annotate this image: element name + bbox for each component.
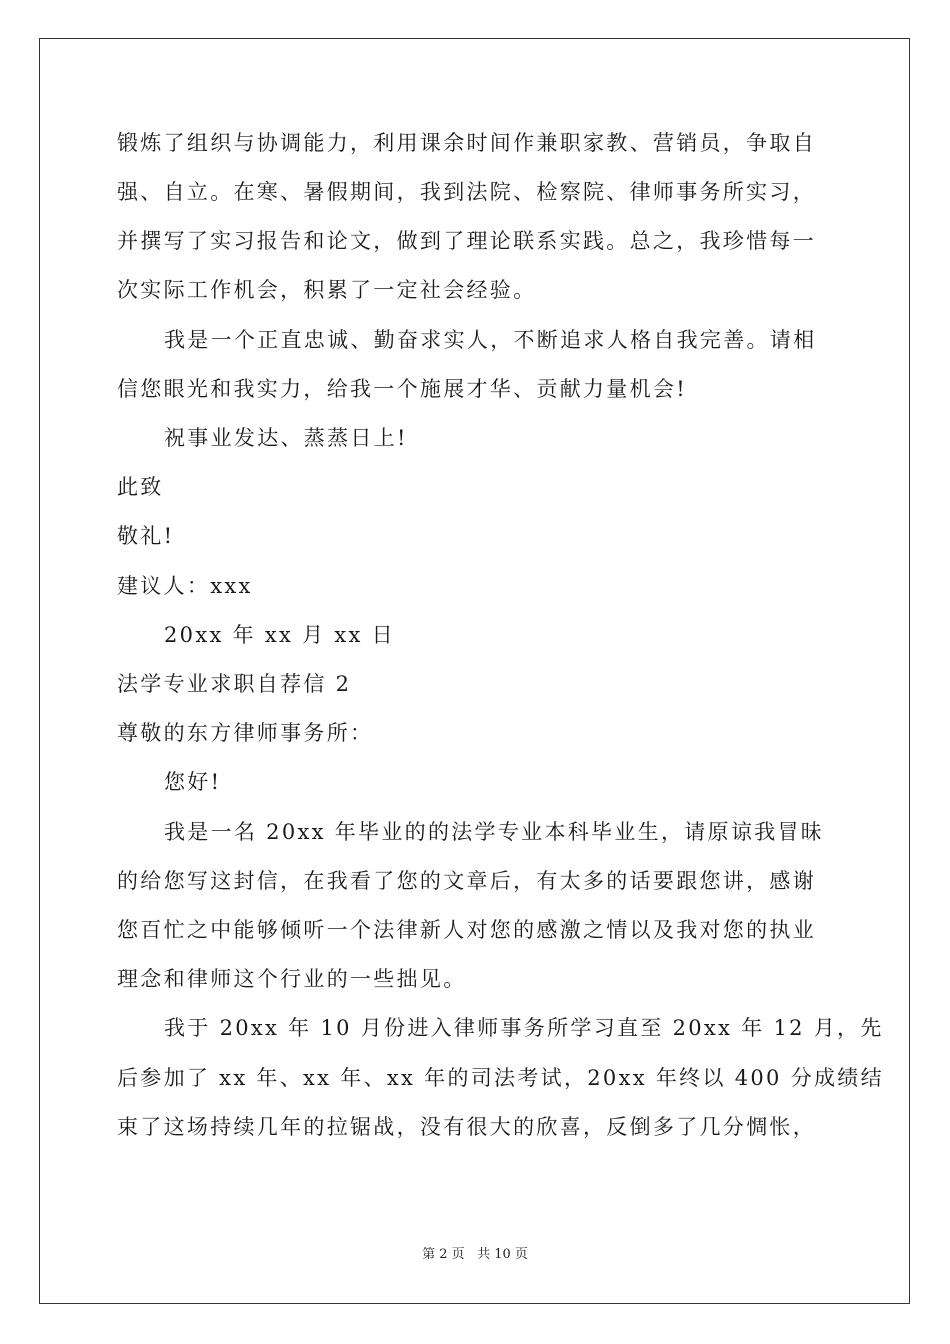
paragraph-first-line: 我是一个正直忠诚、勤奋求实人，不断追求人格自我完善。请相 — [164, 328, 817, 352]
text-line: 次实际工作机会，积累了一定社会经验。 — [117, 278, 537, 302]
page-number: 第 2 页 — [422, 1247, 465, 1262]
text-line: 束了这场持续几年的拉锯战，没有很大的欣喜，反倒多了几分惆怅， — [117, 1115, 816, 1139]
text-line: 您百忙之中能够倾听一个法律新人对您的感激之情以及我对您的执业 — [117, 918, 816, 942]
text-line: 后参加了 xx 年、xx 年、xx 年的司法考试，20xx 年终以 400 分成绩结 — [117, 1066, 884, 1090]
text-line: 信您眼光和我实力，给我一个施展才华、贡献力量机会! — [117, 377, 687, 401]
greeting-line: 您好! — [164, 770, 222, 794]
page-footer — [0, 1246, 950, 1264]
section-title: 法学专业求职自荐信 2 — [117, 672, 352, 696]
salutation-closing: 此致 — [117, 475, 164, 499]
paragraph-first-line: 我于 20xx 年 10 月份进入律师事务所学习直至 20xx 年 12 月，先 — [164, 1016, 884, 1040]
text-line: 强、自立。在寒、暑假期间，我到法院、检察院、律师事务所实习， — [117, 180, 816, 204]
closing-wish: 祝事业发达、蒸蒸日上! — [164, 426, 408, 450]
signature-line: 建议人：xxx — [117, 574, 253, 598]
recipient-line: 尊敬的东方律师事务所： — [117, 721, 374, 745]
salutation-regards: 敬礼! — [117, 524, 175, 548]
text-line: 的给您写这封信，在我看了您的文章后，有太多的话要跟您讲，感谢 — [117, 869, 816, 893]
text-line: 锻炼了组织与协调能力，利用课余时间作兼职家教、营销员，争取自 — [117, 131, 816, 155]
text-line: 理念和律师这个行业的一些拙见。 — [117, 967, 467, 991]
paragraph-first-line: 我是一名 20xx 年毕业的的法学专业本科毕业生，请原谅我冒昧 — [164, 820, 825, 844]
date-line: 20xx 年 xx 月 xx 日 — [164, 623, 395, 647]
page-total: 共 10 页 — [477, 1247, 528, 1262]
text-line: 并撰写了实习报告和论文，做到了理论联系实践。总之，我珍惜每一 — [117, 229, 816, 253]
